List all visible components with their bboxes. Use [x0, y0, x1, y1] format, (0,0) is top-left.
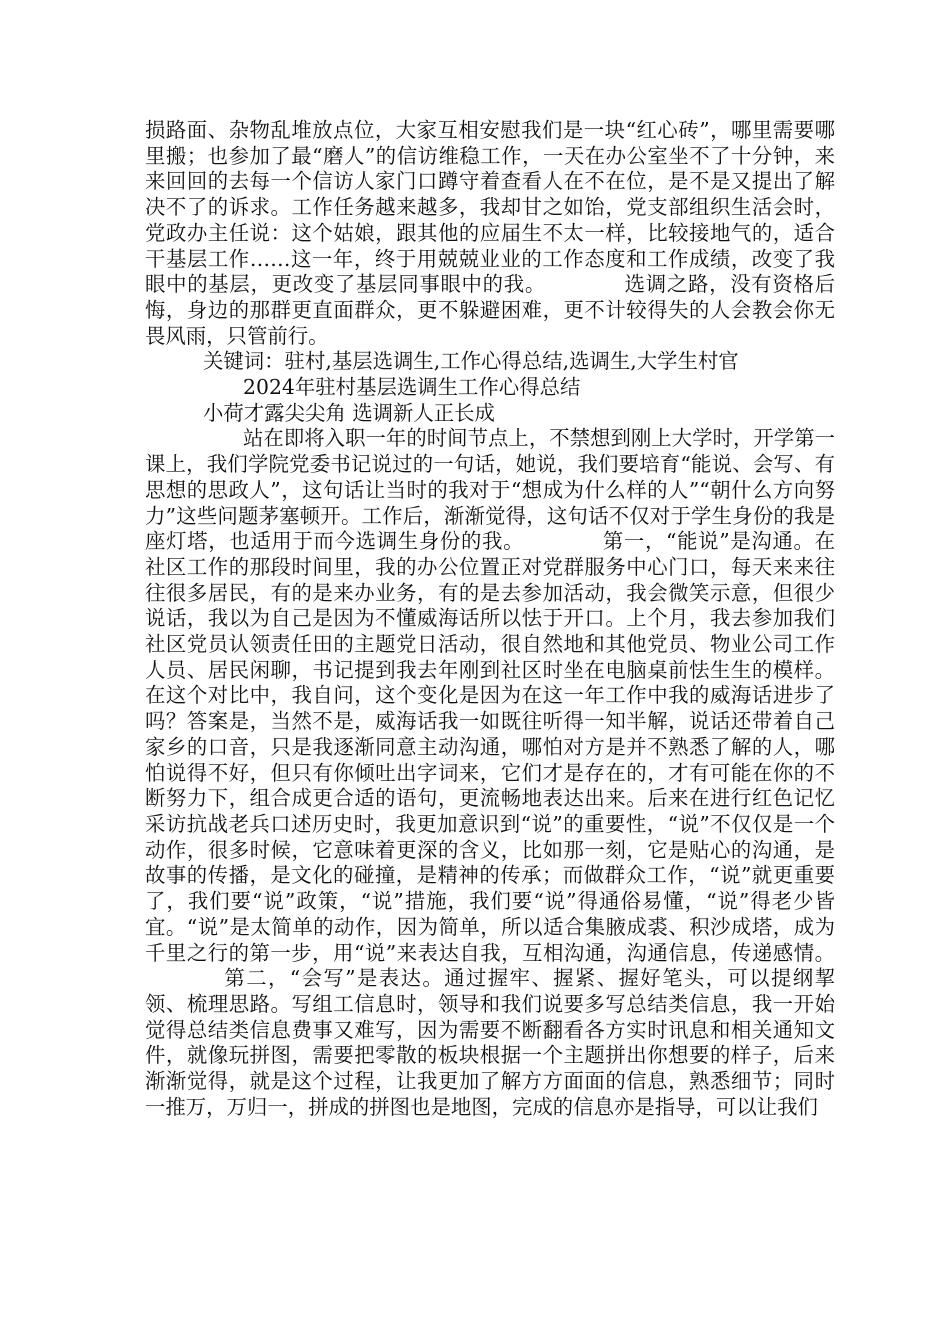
document-page — [145, 118, 835, 1120]
keywords-line: 关键词：驻村,基层选调生,工作心得总结,选调生,大学生村官 — [203, 349, 739, 374]
paragraph-2-section-speaking: 第一，“能说”是沟通。在社区工作的那段时间里，我的办公位置正对党群服务中心门口，每天来来往往很多居民，有的是来办业务，有的是去参加活动，我会微笑示意，但很少说话，我以为自己是因为不懂威海话所以怯于开口。上个月，我去参加我们社区党员认领责任田的主题党日活动，很自然地和其他党员、物业公司工作人员、居民闲聊，书记提到我去年刚到社区时坐在电脑桌前怯生生的模样。在这个对比中，我自问，这个变化是因为在这一年工作中我的威海话进步了吗？答案是，当然不是，威海话我一如既往听得一知半解，说话还带着自己家乡的口音，只是我逐渐同意主动沟通，哪怕对方是并不熟悉了解的人，哪怕说得不好，但只有你倾吐出字词来，它们才是存在的，才有可能在你的不断努力下，组合成更合适的语句，更流畅地表达出来。后来在进行红色记忆采访抗战老兵口述历史时，我更加意识到“说”的重要性，“说”不仅仅是一个动作，很多时候，它意味着更深的含义，比如那一刻，它是贴心的沟通，是故事的传播，是文化的碰撞，是精神的传承；而做群众工作，“说”就更重要了，我们要“说”政策，“说”措施，我们要“说”得通俗易懂，“说”得老少皆宜。“说”是太简单的动作，因为简单，所以适合集腋成裘、积沙成塔，成为千里之行的第一步，用“说”来表达自我，互相沟通，沟通信息，传递感情。 — [145, 529, 835, 965]
document-subtitle: 小荷才露尖尖角 选调新人正长成 — [203, 400, 495, 425]
paragraph-1-continuation: 选调之路，没有资格后悔，身边的那群更直面群众，更不躲避困难，更不计较得失的人会教会你无畏风雨，只管前行。 — [145, 272, 836, 348]
paragraph-2-intro: 站在即将入职一年的时间节点上，不禁想到刚上大学时，开学第一课上，我们学院党委书记说过的一句话，她说，我们要培育“能说、会写、有思想的思政人”，这句话让当时的我对于“想成为什么样的人”“朝什么方向努力”这些问题茅塞顿开。工作后，渐渐觉得，这句话不仅对于学生身份的我是座灯塔，也适用于而今选调生身份的我。 — [145, 426, 835, 554]
paragraph-2-section-writing: 第二，“会写”是表达。通过握牢、握紧、握好笔头，可以提纲挈领、梳理思路。写组工信息时，领导和我们说要多写总结类信息，我一开始觉得总结类信息费事又难写，因为需要不断翻看各方实时讯息和相关通知文件，就像玩拼图，需要把零散的板块根据一个主题拼出你想要的样子，后来渐渐觉得，就是这个过程，让我更加了解方方面面的信息，熟悉细节；同时一推万，万归一，拼成的拼图也是地图，完成的信息亦是指导，可以让我们 — [145, 966, 835, 1119]
body-paragraph-2 — [145, 426, 835, 1120]
document-title: 2024年驻村基层选调生工作心得总结 — [243, 375, 581, 400]
body-paragraph-1 — [145, 118, 835, 349]
paragraph-1-text: 损路面、杂物乱堆放点位，大家互相安慰我们是一块“红心砖”，哪里需要哪里搬；也参加了最“磨人”的信访维稳工作，一天在办公室坐不了十分钟，来来回回的去每一个信访人家门口蹲守着查看人在不在位，是不是又提出了解决不了的诉求。工作任务越来越多，我却甘之如饴，党支部组织生活会时，党政办主任说：这个姑娘，跟其他的应届生不太一样，比较接地气的，适合干基层工作……这一年，终于用兢兢业业的工作态度和工作成绩，改变了我眼中的基层，更改变了基层同事眼中的我。 — [145, 118, 835, 297]
